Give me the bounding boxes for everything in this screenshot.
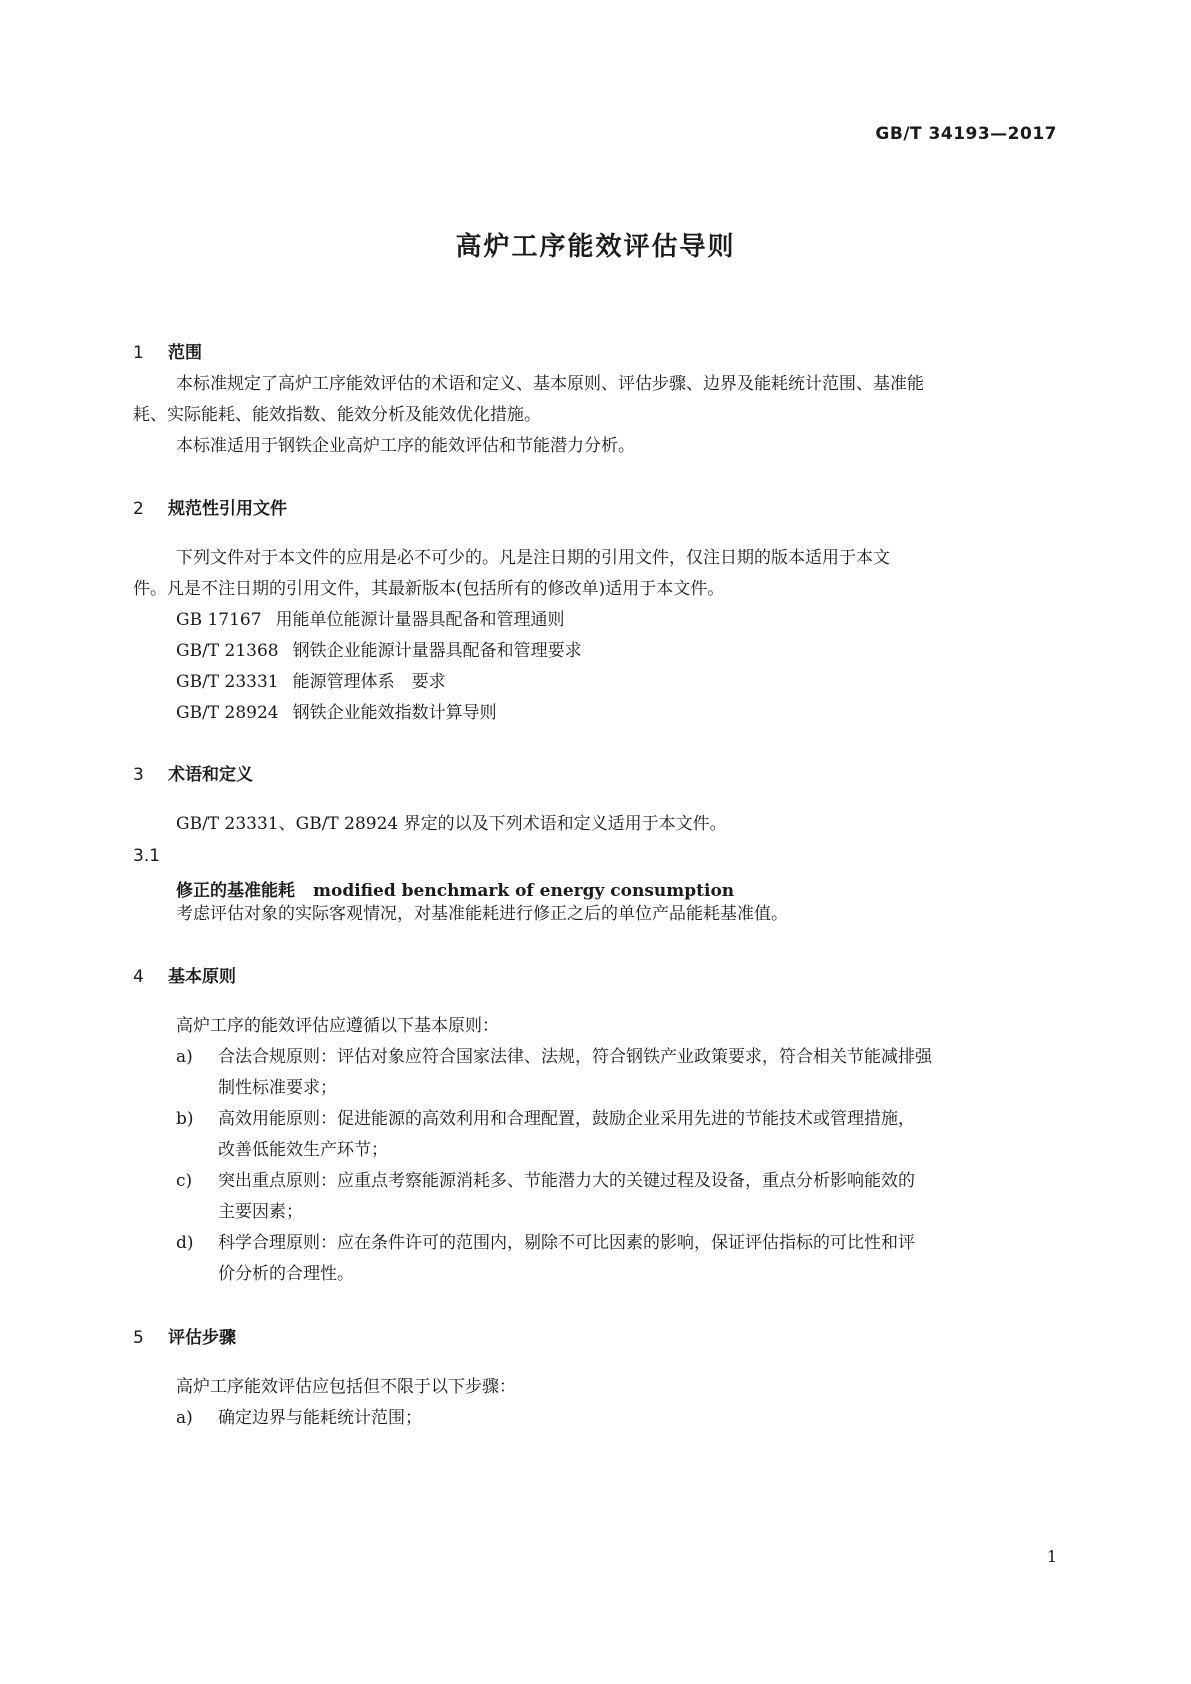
paragraph: GB/T 23331、GB/T 28924 界定的以及下列术语和定义适用于本文件。 <box>176 814 727 834</box>
list-item-line: 科学合理原则：应在条件许可的范围内，剔除不可比因素的影响，保证评估指标的可比性和评 <box>218 1233 915 1253</box>
section-3-heading <box>133 760 253 785</box>
paragraph: 本标准适用于钢铁企业高炉工序的能效评估和节能潜力分析。 <box>176 436 635 456</box>
paragraph: 下列文件对于本文件的应用是必不可少的。凡是注日期的引用文件，仅注日期的版本适用于本文 <box>176 548 890 568</box>
reference-code: GB 17167 <box>176 610 262 630</box>
reference-code: GB/T 21368 <box>176 641 279 661</box>
page-number: 1 <box>1046 1547 1057 1566</box>
reference-code: GB/T 28924 <box>176 703 279 723</box>
section-title: 评估步骤 <box>168 1328 236 1348</box>
list-item <box>218 1228 1063 1290</box>
term-entry <box>176 876 734 901</box>
reference-item <box>176 636 1106 667</box>
term-definition: 考虑评估对象的实际客观情况，对基准能耗进行修正之后的单位产品能耗基准值。 <box>176 904 788 924</box>
section-number: 5 <box>133 1328 144 1348</box>
list-marker: a) <box>176 1408 193 1428</box>
section-title: 规范性引用文件 <box>168 499 287 519</box>
section-number: 4 <box>133 967 144 987</box>
reference-code: GB/T 23331 <box>176 672 279 692</box>
section-1-heading <box>133 338 202 363</box>
list-item <box>218 1042 1063 1104</box>
list-item-line: 主要因素； <box>218 1202 303 1222</box>
reference-item <box>176 698 1106 729</box>
reference-title: 能源管理体系 要求 <box>292 672 446 692</box>
standard-code: GB/T 34193—2017 <box>875 124 1057 144</box>
section-number: 2 <box>133 499 144 519</box>
list-item-line: 制性标准要求； <box>218 1078 337 1098</box>
document-title: 高炉工序能效评估导则 <box>455 232 736 262</box>
list-marker: a) <box>176 1047 193 1067</box>
list-item: 确定边界与能耗统计范围； <box>218 1408 422 1428</box>
list-item-line: 合法合规原则：评估对象应符合国家法律、法规，符合钢铁产业政策要求，符合相关节能减排强 <box>218 1047 932 1067</box>
paragraph: 件。凡是不注日期的引用文件，其最新版本(包括所有的修改单)适用于本文件。 <box>133 579 725 599</box>
term-english: modified benchmark of energy consumption <box>313 881 735 901</box>
list-marker: d) <box>176 1233 194 1253</box>
reference-item <box>176 605 1106 636</box>
section-number: 1 <box>133 343 144 363</box>
list-marker: b) <box>176 1109 194 1129</box>
section-title: 范围 <box>168 343 202 363</box>
reference-title: 用能单位能源计量器具配备和管理通则 <box>275 610 565 630</box>
reference-title: 钢铁企业能效指数计算导则 <box>292 703 497 723</box>
paragraph: 本标准规定了高炉工序能效评估的术语和定义、基本原则、评估步骤、边界及能耗统计范围、基准能 <box>176 374 924 394</box>
term-number: 3.1 <box>133 846 161 866</box>
section-number: 3 <box>133 765 144 785</box>
term-chinese: 修正的基准能耗 <box>176 881 295 901</box>
section-5-heading <box>133 1323 236 1348</box>
list-item-line: 突出重点原则：应重点考察能源消耗多、节能潜力大的关键过程及设备，重点分析影响能效的 <box>218 1171 915 1191</box>
paragraph: 耗、实际能耗、能效指数、能效分析及能效优化措施。 <box>133 405 541 425</box>
reference-item <box>176 667 1106 698</box>
list-item-line: 价分析的合理性。 <box>218 1264 354 1284</box>
section-2-heading <box>133 494 287 519</box>
section-title: 术语和定义 <box>168 765 253 785</box>
paragraph: 高炉工序的能效评估应遵循以下基本原则： <box>176 1016 499 1036</box>
section-title: 基本原则 <box>168 967 236 987</box>
list-item-line: 改善低能效生产环节； <box>218 1140 388 1160</box>
section-4-heading <box>133 962 236 987</box>
list-marker: c) <box>176 1171 193 1191</box>
list-item-line: 高效用能原则：促进能源的高效利用和合理配置，鼓励企业采用先进的节能技术或管理措施， <box>218 1109 915 1129</box>
list-item <box>218 1104 1063 1166</box>
reference-title: 钢铁企业能源计量器具配备和管理要求 <box>292 641 582 661</box>
paragraph: 高炉工序能效评估应包括但不限于以下步骤： <box>176 1377 516 1397</box>
list-item <box>218 1166 1063 1228</box>
